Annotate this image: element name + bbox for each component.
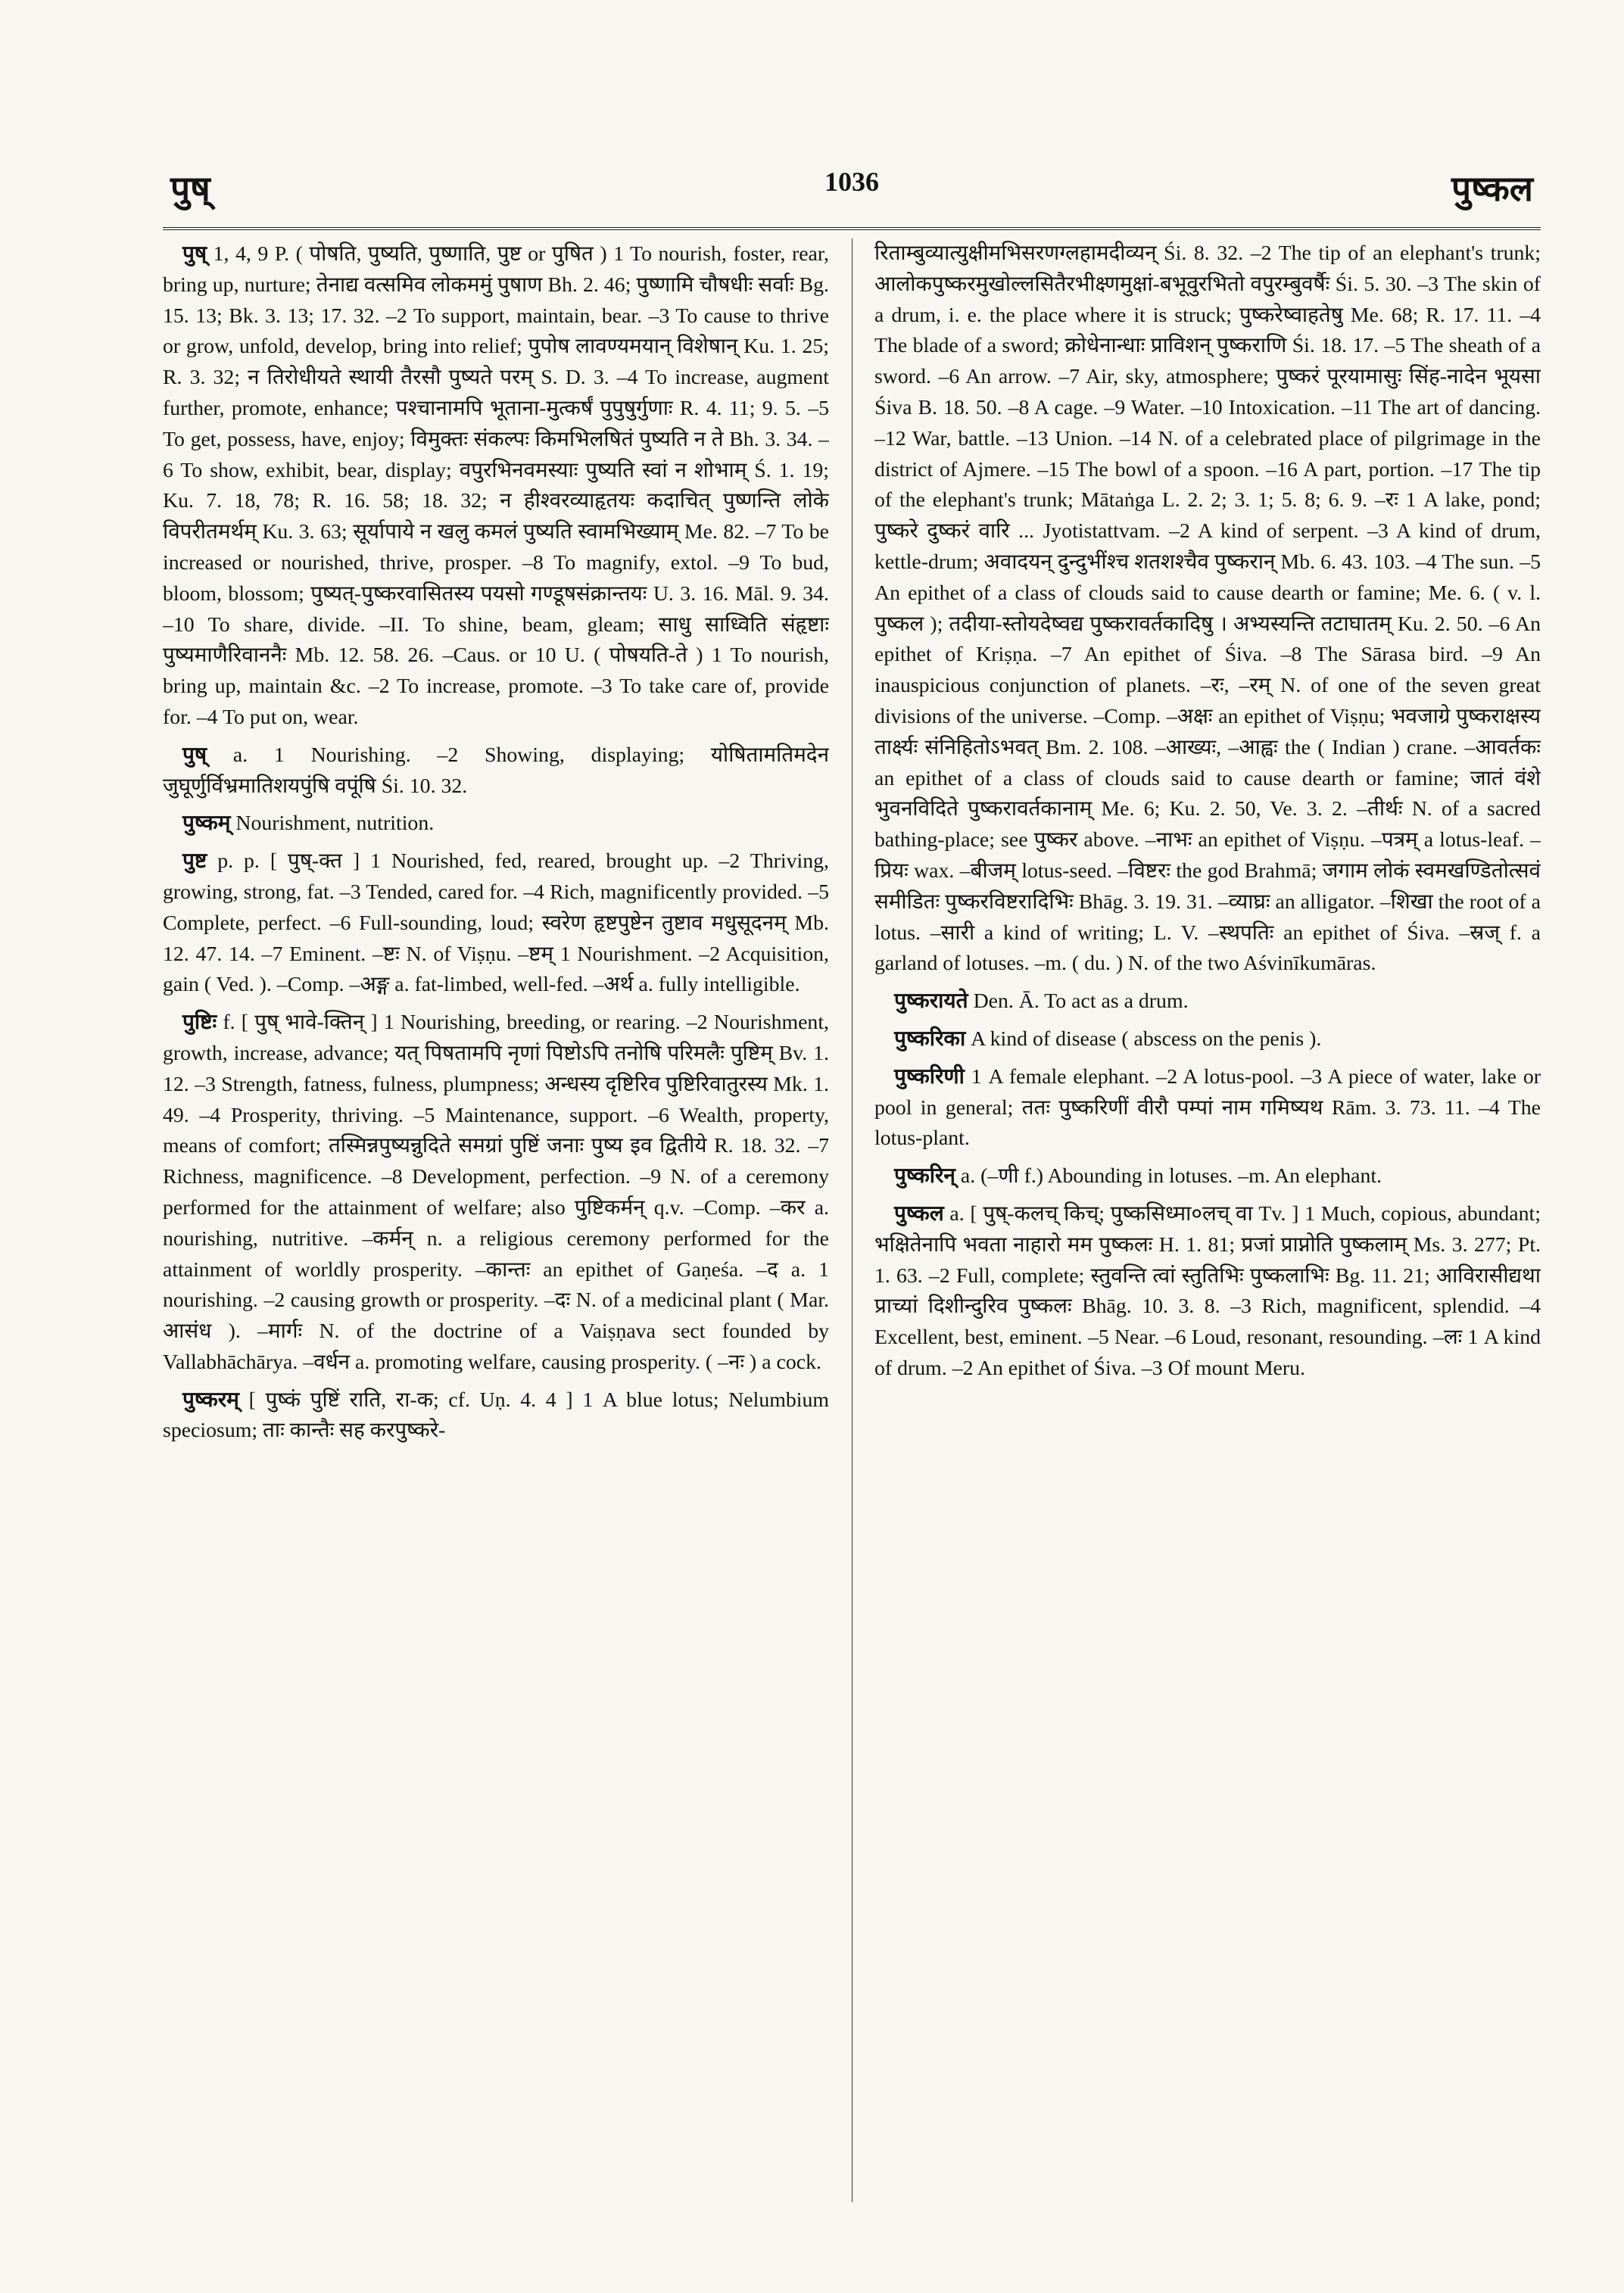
entry-text: p. p. [ पुष्-क्त ] 1 Nourished, fed, reared, brought up. –2 Thriving, growing, strong, fat. –3 Tended, cared for. –4 Rich, magnificently provided. –5 Complete, perfect. –6 Full-sounding, loud; स्वरेण हृष्टपुष्टेन तुष्टाव मधुसूदनम् Mb. 12. 47. 14. –7 Eminent. –ष्टः N. of Viṣṇu. –ष्टम् 1 Nourishment. –2 Acquisition, gain ( Ved. ). –Comp. –अङ्ग a. fat-limbed, well-fed. –अर्थ a. fully intelligible. — [163, 849, 829, 997]
entry-text: रिताम्बुव्यात्युक्षीमभिसरणग्लहामदीव्यन् Śi. 8. 32. –2 The tip of an elephant's trunk; आलोकपुष्करमुखोल्लसितैरभीक्ष्णमुक्षां-बभूवुरभितो वपुरम्बुवर्षैः Śi. 5. 30. –3 The skin of a drum, i. e. the place where it is struck; पुष्करेष्वाहतेषु Me. 68; R. 17. 11. –4 The blade of a sword; क्रोधेनान्धाः प्राविशन् पुष्कराणि Śi. 18. 17. –5 The sheath of a sword. –6 An arrow. –7 Air, sky, atmosphere; पुष्करं पूरयामासुः सिंह-नादेन भूयसा Śiva B. 18. 50. –8 A cage. –9 Water. –10 Intoxication. –11 The art of dancing. –12 War, battle. –13 Union. –14 N. of a celebrated place of pilgrimage in the district of Ajmere. –15 The bowl of a spoon. –16 A part, portion. –17 The tip of the elephant's trunk; Mātaṅga L. 2. 2; 3. 1; 5. 8; 6. 9. –रः 1 A lake, pond; पुष्करे दुष्करं वारि ... Jyotistattvam. –2 A kind of serpent. –3 A kind of drum, kettle-drum; अवादयन् दुन्दुभींश्च शतशश्चैव पुष्करान् Mb. 6. 43. 103. –4 The sun. –5 An epithet of a class of clouds said to cause dearth or famine; Me. 6. ( v. l. पुष्कल ); तदीया-स्तोयदेष्वद्य पुष्करावर्तकादिषु । अभ्यस्यन्ति तटाघातम् Ku. 2. 50. –6 An epithet of Kriṣṇa. –7 An epithet of Śiva. –8 The Sārasa bird. –9 An inauspicious conjunction of planets. –रः, –रम् N. of one of the seven great divisions of the universe. –Comp. –अक्षः an epithet of Viṣṇu; भवजाग्रे पुष्कराक्षस्य तार्क्ष्यः संनिहितोऽभवत् Bm. 2. 108. –आख्यः, –आह्वः the ( Indian ) crane. –आवर्तकः an epithet of a class of clouds said to cause dearth or famine; जातं वंशे भुवनविदिते पुष्करावर्तकानाम् Me. 6; Ku. 2. 50, Ve. 3. 2. –तीर्थः N. of a sacred bathing-place; see पुष्कर above. –नाभः an epithet of Viṣṇu. –पत्रम् a lotus-leaf. –प्रियः wax. –बीजम् lotus-seed. –विष्टरः the god Brahmā; जगाम लोकं स्वमखण्डितोत्सवं समीडितः पुष्करविष्टरादिभिः Bhāg. 3. 19. 31. –व्याघ्रः an alligator. –शिखा the root of a lotus. –सारी a kind of writing; L. V. –स्थपतिः an epithet of Śiva. –स्रज् f. a garland of lotuses. –m. ( du. ) N. of the two Aśvinīkumāras. — [874, 241, 1541, 976]
column-divider — [852, 238, 853, 2202]
entry-text: [ पुष्कं पुष्टिं राति, रा-क; cf. Uṇ. 4. 4 ] 1 A blue lotus; Nelumbium speciosum; ताः कान्तैः सह करपुष्करे- — [163, 1388, 829, 1443]
page-header — [163, 155, 1541, 223]
right-column — [874, 238, 1541, 2202]
dictionary-entry — [163, 1007, 829, 1379]
dictionary-entry — [874, 238, 1541, 980]
dictionary-entry — [874, 1023, 1541, 1055]
dictionary-entry — [874, 986, 1541, 1017]
left-guide-word: पुष् — [170, 168, 210, 209]
dictionary-entry — [163, 238, 829, 734]
right-guide-word: पुष्कल — [1451, 168, 1533, 209]
entry-text: 1, 4, 9 P. ( पोषति, पुष्यति, पुष्णाति, पुष्ट or पुषित ) 1 To nourish, foster, rear, bring up, nurture; तेनाद्य वत्समिव लोकममुं पुषाण Bh. 2. 46; पुष्णामि चौषधीः सर्वाः Bg. 15. 13; Bk. 3. 13; 17. 32. –2 To support, maintain, bear. –3 To cause to thrive or grow, unfold, develop, bring into relief; पुपोष लावण्यमयान् विशेषान् Ku. 1. 25; R. 3. 32; न तिरोधीयते स्थायी तैरसौ पुष्यते परम् S. D. 3. –4 To increase, augment further, promote, enhance; पश्चानामपि भूताना-मुत्कर्षं पुपुषुर्गुणाः R. 4. 11; 9. 5. –5 To get, possess, have, enjoy; विमुक्तः संकल्पः किमभिलषितं पुष्यति न ते Bh. 3. 34. –6 To show, exhibit, bear, display; वपुरभिनवमस्याः पुष्यति स्वां न शोभाम् Ś. 1. 19; Ku. 7. 18, 78; R. 16. 58; 18. 32; न हीश्वरव्याहृतयः कदाचित् पुष्णन्ति लोके विपरीतमर्थम् Ku. 3. 63; सूर्यापाये न खलु कमलं पुष्यति स्वामभिख्याम् Me. 82. –7 To be increased or nourished, thrive, prosper. –8 To magnify, extol. –9 To bud, bloom, blossom; पुष्यत्-पुष्करवासितस्य पयसो गण्डूषसंक्रान्तयः U. 3. 16. Māl. 9. 34. –10 To share, divide. –II. To shine, beam, gleam; साधु साध्विति संहृष्टाः पुष्यमाणैरिवाननैः Mb. 12. 58. 26. –Caus. or 10 U. ( पोषयति-ते ) 1 To nourish, bring up, maintain &c. –2 To increase, promote. –3 To take care of, provide for. –4 To put on, wear. — [163, 242, 829, 729]
page-number: 1036 — [824, 167, 879, 197]
dictionary-entry — [163, 740, 829, 802]
dictionary-entry — [874, 1198, 1541, 1385]
headword: पुष्करम् — [182, 1386, 239, 1412]
entry-text: Nourishment, nutrition. — [230, 812, 435, 836]
headword: पुष्टिः — [182, 1009, 217, 1035]
headword: पुष्करिका — [894, 1025, 966, 1051]
entry-text: Den. Ā. To act as a drum. — [968, 989, 1189, 1014]
entry-text: 1 A female elephant. –2 A lotus-pool. –3 A piece of water, lake or pool in general; ततः पुष्करिणीं वीरौ पम्पां नाम गमिष्यथ Rām. 3. 73. 11. –4 The lotus-plant. — [874, 1064, 1541, 1151]
headword: पुष्करायते — [894, 988, 968, 1014]
headword: पुष् — [182, 741, 207, 767]
headword: पुष्कम् — [182, 810, 231, 836]
headword: पुष् — [182, 241, 207, 266]
entry-text: a. 1 Nourishing. –2 Showing, displaying; योषितामतिमदेन जुघूर्णुर्विभ्रमातिशयपुंषि वपूंषि Śi. 10. 32. — [163, 743, 829, 798]
dictionary-entry — [874, 1061, 1541, 1154]
headword: पुष्कल — [894, 1200, 944, 1226]
entry-text: a. [ पुष्-कलच् किच्; पुष्कसिध्मा०लच् वा Tv. ] 1 Much, copious, abundant; भक्षितेनापि भवता नाहारो मम पुष्कलः H. 1. 81; प्रजां प्राप्नोति पुष्कलाम् Ms. 3. 277; Pt. 1. 63. –2 Full, complete; स्तुवन्ति त्वां स्तुतिभिः पुष्कलाभिः Bg. 11. 21; आविरासीद्यथा प्राच्यां दिशीन्दुरिव पुष्कलः Bhāg. 10. 3. 8. –3 Rich, magnificent, splendid. –4 Excellent, best, eminent. –5 Near. –6 Loud, resonant, resounding. –लः 1 A kind of drum. –2 An epithet of Śiva. –3 Of mount Meru. — [874, 1201, 1541, 1380]
headword: पुष्करिन् — [894, 1163, 955, 1189]
dictionary-entry — [163, 1385, 829, 1447]
text-columns — [163, 238, 1541, 2202]
left-column — [163, 238, 829, 2202]
entry-text: f. [ पुष् भावे-क्तिन् ] 1 Nourishing, breeding, or rearing. –2 Nourishment, growth, increase, advance; यत् पिषतामपि नृणां पिष्टोऽपि तनोषि परिमलैः पुष्टिम् Bv. 1. 12. –3 Strength, fatness, fulness, plumpness; अन्धस्य दृष्टिरिव पुष्टिरिवातुरस्य Mk. 1. 49. –4 Prosperity, thriving. –5 Maintenance, support. –6 Wealth, property, means of comfort; तस्मिन्नपुष्यन्नुदिते समग्रां पुष्टिं जनाः पुष्य इव द्वितीये R. 18. 32. –7 Richness, magnificence. –8 Development, perfection. –9 N. of a ceremony performed for the attainment of welfare; also पुष्टिकर्मन् q.v. –Comp. –कर a. nourishing, nutritive. –कर्मन् n. a religious ceremony performed for the attainment of worldly prosperity. –कान्तः an epithet of Gaṇeśa. –द a. 1 nourishing. –2 causing growth or prosperity. –दः N. of a medicinal plant ( Mar. आसंध ). –मार्गः N. of the doctrine of a Vaiṣṇava sect founded by Vallabhāchārya. –वर्धन a. promoting welfare, causing prosperity. ( –नः ) a cock. — [163, 1011, 829, 1374]
entry-text: A kind of disease ( abscess on the penis ). — [965, 1027, 1322, 1051]
dictionary-entry — [163, 808, 829, 840]
headword: पुष्ट — [182, 848, 207, 874]
dictionary-entry — [874, 1161, 1541, 1192]
entry-text: a. (–णी f.) Abounding in lotuses. –m. An elephant. — [955, 1164, 1382, 1189]
headword: पुष्करिणी — [894, 1063, 965, 1089]
dictionary-entry — [163, 846, 829, 1001]
header-rule — [163, 227, 1541, 230]
